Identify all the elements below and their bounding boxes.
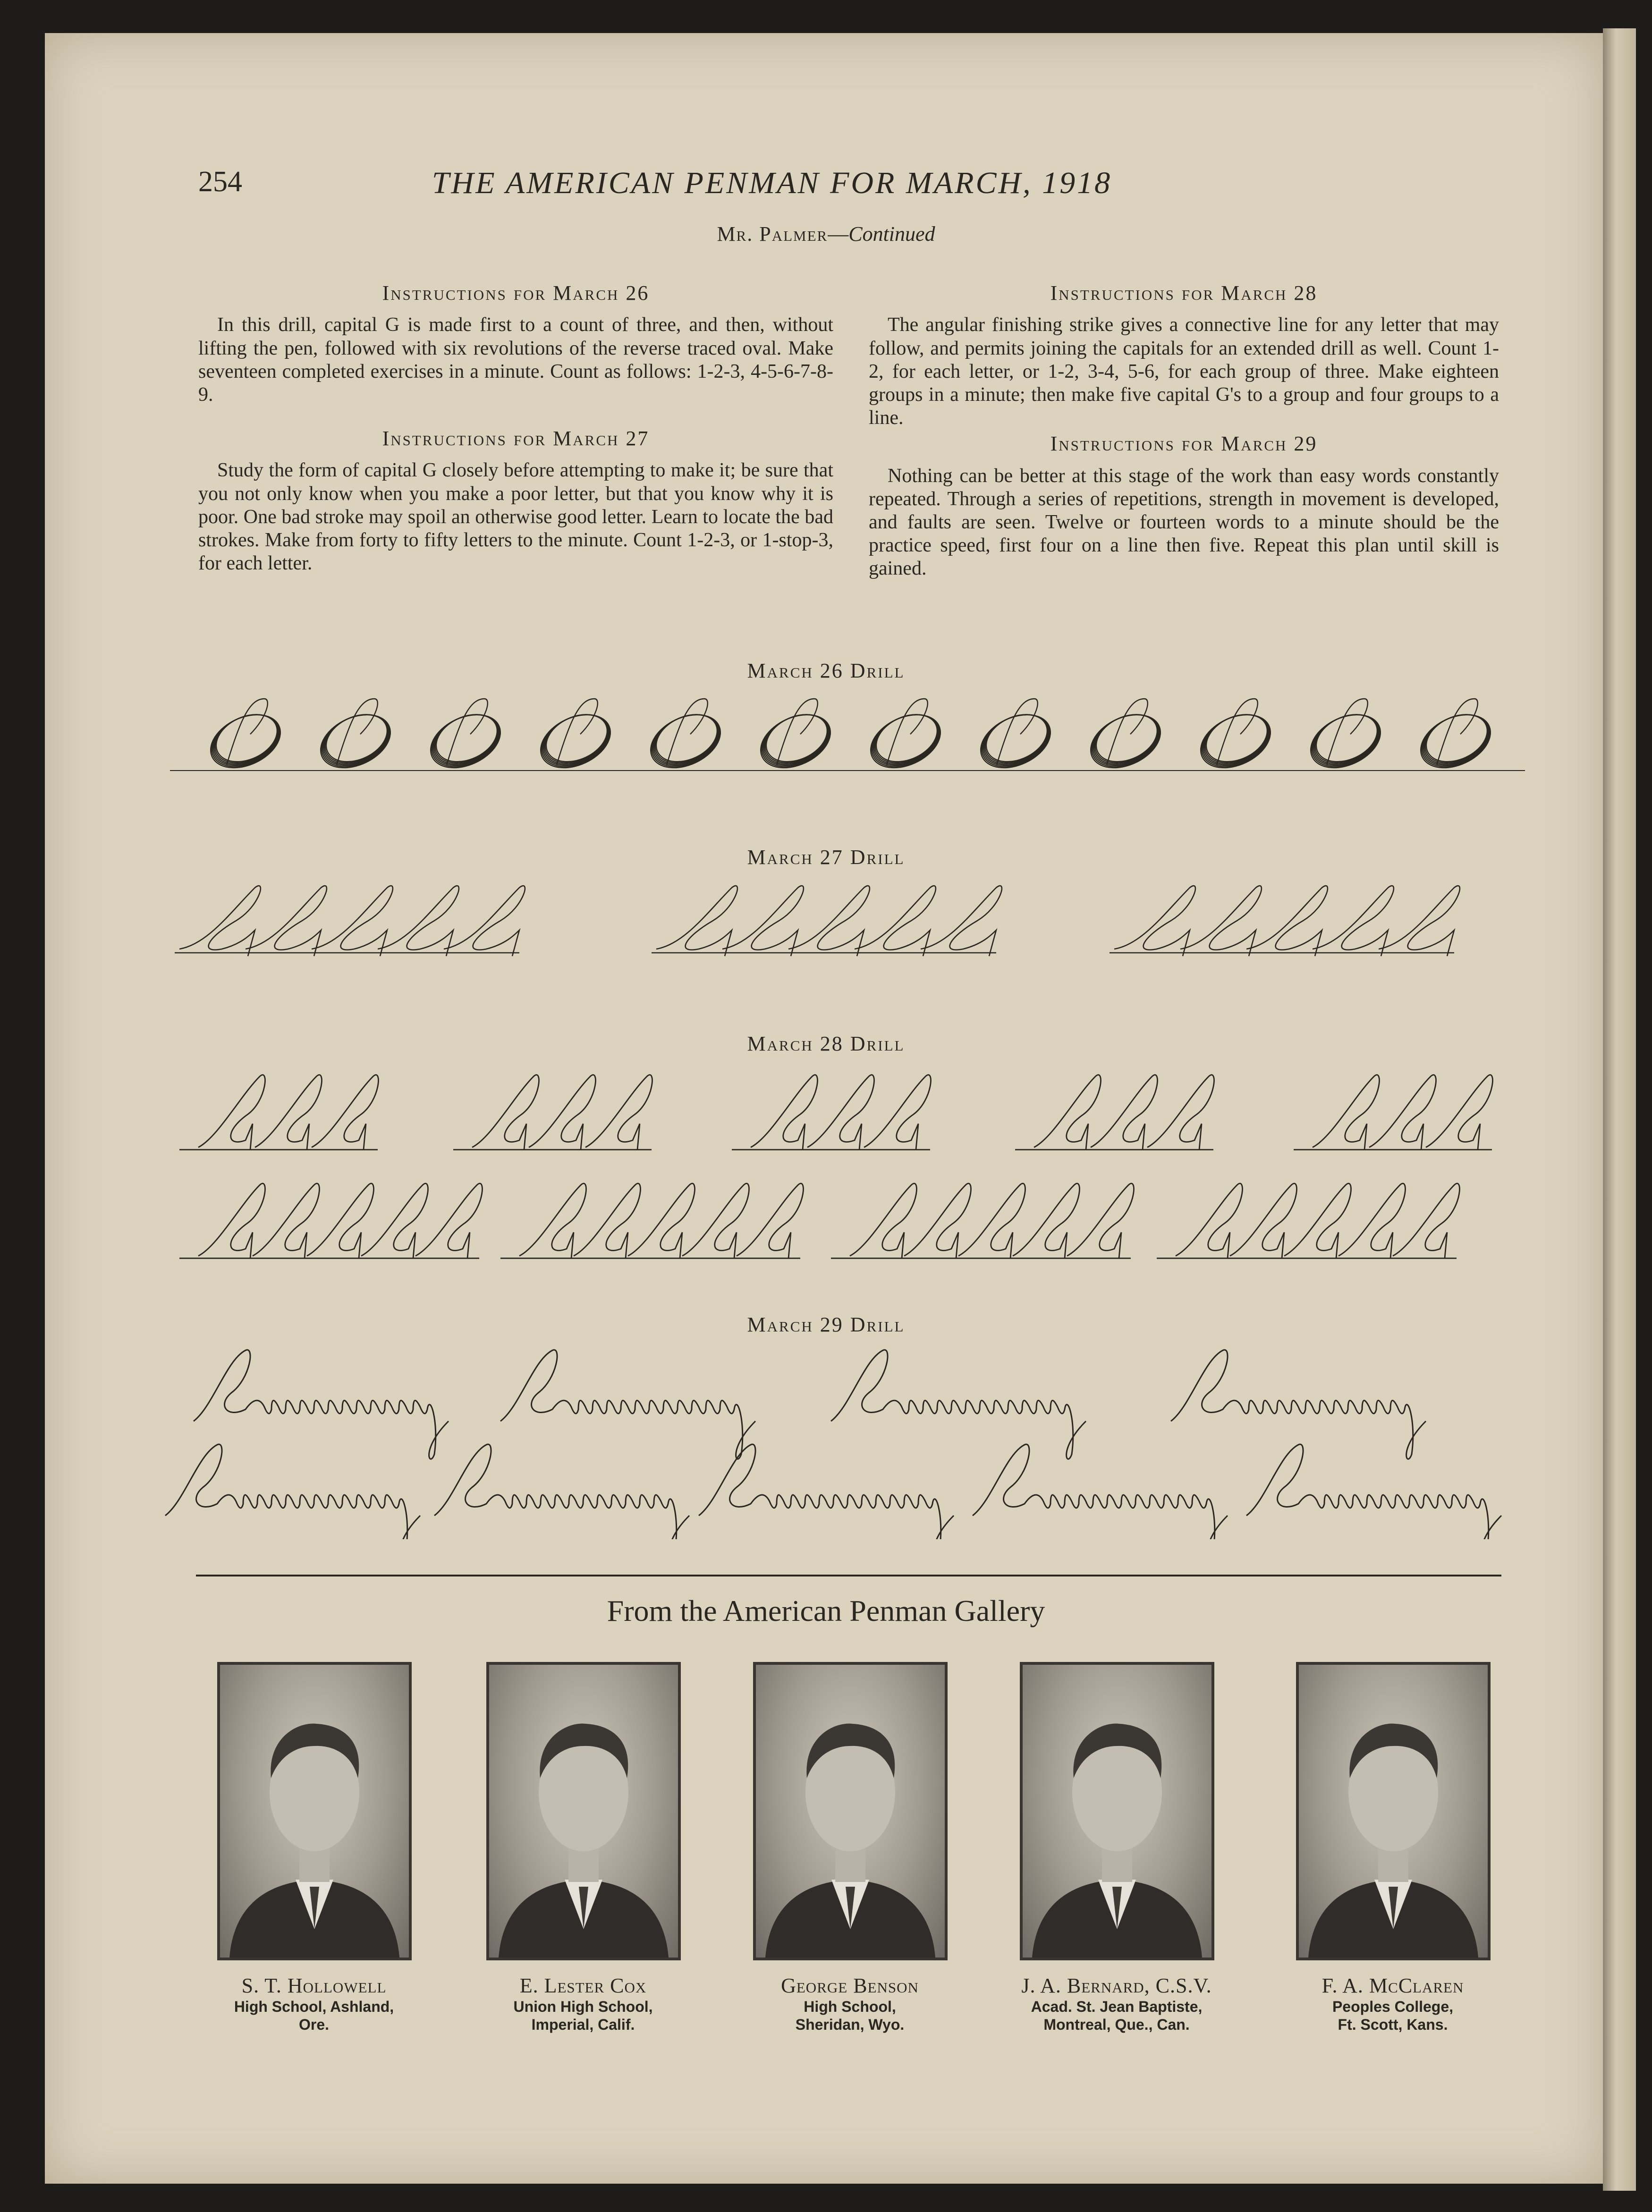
capital-g-letter <box>904 1183 971 1258</box>
instructions-heading: Instructions for March 26 <box>382 281 650 305</box>
instructions-right-column <box>869 281 1499 580</box>
portrait-silhouette <box>756 1665 945 1958</box>
portrait-card <box>217 1662 411 2034</box>
capital-g-letter <box>1284 1183 1351 1258</box>
byline-name: Mr. Palmer <box>717 222 828 246</box>
portrait-name: E. Lester Cox <box>519 1974 647 1997</box>
portrait-location: Ft. Scott, Kans. <box>1338 2016 1448 2034</box>
capital-g-letter <box>1393 1183 1459 1258</box>
portrait-name: George Benson <box>781 1974 919 1997</box>
gunning-word <box>165 1444 420 1539</box>
capital-g-letter <box>472 1075 539 1150</box>
instructions-heading: Instructions for March 29 <box>1050 432 1318 456</box>
instructions-text: Nothing can be better at this stage of the work than easy words constantly repeated. Through a series of repetitions, strength in movement is developed, and faults are seen. Twelve or fourteen words to a minute should be the practice speed, first four on a line then five. Repeat this plan until skill is gained. <box>869 465 1499 580</box>
gunning-word <box>500 1350 755 1459</box>
capital-g-letter <box>751 1075 817 1150</box>
portrait-card <box>1296 1662 1490 2034</box>
portrait-silhouette <box>220 1665 409 1958</box>
portrait-name: J. A. Bernard, C.S.V. <box>1021 1974 1212 1997</box>
gunning-word <box>1246 1444 1501 1539</box>
capital-g-letter <box>850 1183 916 1258</box>
portrait-silhouette <box>489 1665 678 1958</box>
portrait-location: Imperial, Calif. <box>531 2016 635 2034</box>
capital-g-letter <box>1176 1183 1242 1258</box>
portrait-name: S. T. Hollowell <box>241 1974 387 1997</box>
capital-g-letter <box>519 1183 586 1258</box>
drill-label-march-27: March 27 Drill <box>747 846 905 869</box>
portrait-photo <box>1020 1662 1214 1960</box>
portrait-card <box>1020 1662 1213 2034</box>
capital-g-letter <box>628 1183 695 1258</box>
capital-g-letter <box>198 1075 265 1150</box>
portrait-school: Peoples College, <box>1332 1998 1454 2015</box>
capital-g-letter <box>179 886 261 956</box>
portrait-name: F. A. McClaren <box>1322 1974 1464 1997</box>
portrait-school: Union High School, <box>513 1998 653 2015</box>
portrait-card <box>486 1662 680 2034</box>
instructions-text: In this drill, capital G is made first to a count of three, and then, without lifting the pen, followed with six revolutions of the reverse traced oval. Make seventeen completed exercises in a minute. Count as follows: 1-2-3, 4-5-6-7-8-9. <box>198 314 833 406</box>
capital-g-letter <box>574 1183 640 1258</box>
gunning-word <box>699 1444 954 1539</box>
capital-g-letter <box>1034 1075 1101 1150</box>
instructions-heading: Instructions for March 28 <box>1050 281 1318 305</box>
portrait-photo <box>486 1662 681 1960</box>
gallery-title: From the American Penman Gallery <box>607 1594 1045 1627</box>
portrait-school: High School, <box>804 1998 896 2015</box>
capital-g-letter <box>1313 1075 1379 1150</box>
capital-g-letter <box>682 1183 749 1258</box>
portrait-silhouette <box>1299 1665 1488 1958</box>
instructions-text: Study the form of capital G closely before attempting to make it; be sure that you not only know when you make a poor letter, but that you know why it is poor. One bad stroke may spoil an otherwise good letter. Learn to locate the bad strokes. Make from forty to fifty letters to the minute. Count 1-2-3, or 1-stop-3, for each letter. <box>198 459 833 574</box>
drill-label-march-29: March 29 Drill <box>747 1313 905 1336</box>
march-27-drill-specimen <box>0 878 1652 973</box>
capital-g-letter <box>1067 1183 1134 1258</box>
portrait-photo <box>753 1662 948 1960</box>
gunning-word <box>194 1350 449 1459</box>
page-header <box>198 165 1204 212</box>
march-26-drill-specimen <box>0 689 1652 788</box>
byline <box>0 222 1652 246</box>
gallery-divider <box>196 1575 1501 1576</box>
capital-g-letter <box>737 1183 803 1258</box>
gunning-word <box>831 1350 1086 1459</box>
running-title: THE AMERICAN PENMAN FOR MARCH, 1918 <box>432 166 1112 200</box>
portrait-card <box>753 1662 947 2034</box>
instructions-text: The angular finishing strike gives a connective line for any letter that may follow, and permits joining the capitals for an extended drill as well. Count 1-2, for each letter, or 1-2, 3-4, 5-6, for each group of three. Make eighteen groups in a minute; then make five capital G's to a group and four groups to a line. <box>869 314 1499 429</box>
byline-dash: — <box>828 222 849 246</box>
portrait-photo <box>1296 1662 1491 1960</box>
capital-g-letter <box>307 1183 373 1258</box>
capital-g-letter <box>958 1183 1025 1258</box>
capital-g-letter <box>656 886 737 956</box>
capital-g-letter <box>1013 1183 1079 1258</box>
capital-g-letter <box>198 1183 265 1258</box>
capital-g-letter <box>415 1183 482 1258</box>
drill-label-march-28: March 28 Drill <box>747 1032 905 1055</box>
march-28-drill-specimen <box>0 1067 1652 1289</box>
drill-label-march-26: March 26 Drill <box>747 659 905 682</box>
capital-g-letter <box>1114 886 1195 956</box>
capital-g-letter <box>361 1183 428 1258</box>
page-number: 254 <box>198 166 242 198</box>
instructions-heading: Instructions for March 27 <box>382 426 650 450</box>
byline-suffix: Continued <box>848 222 935 246</box>
gunning-word <box>1171 1350 1426 1459</box>
instructions-left-column <box>198 281 833 575</box>
portrait-location: Sheridan, Wyo. <box>795 2016 905 2034</box>
portrait-silhouette <box>1023 1665 1211 1958</box>
portrait-location: Montreal, Que., Can. <box>1043 2016 1190 2034</box>
portrait-school: High School, Ashland, <box>234 1998 394 2015</box>
capital-g-letter <box>1339 1183 1405 1258</box>
march-29-drill-specimen <box>0 1341 1652 1539</box>
capital-g-letter <box>1230 1183 1296 1258</box>
gunning-word <box>973 1444 1228 1539</box>
gunning-word <box>434 1444 689 1539</box>
portrait-photo <box>217 1662 412 1960</box>
portrait-school: Acad. St. Jean Baptiste, <box>1031 1998 1203 2015</box>
capital-g-letter <box>253 1183 319 1258</box>
portrait-location: Ore. <box>298 2016 330 2034</box>
